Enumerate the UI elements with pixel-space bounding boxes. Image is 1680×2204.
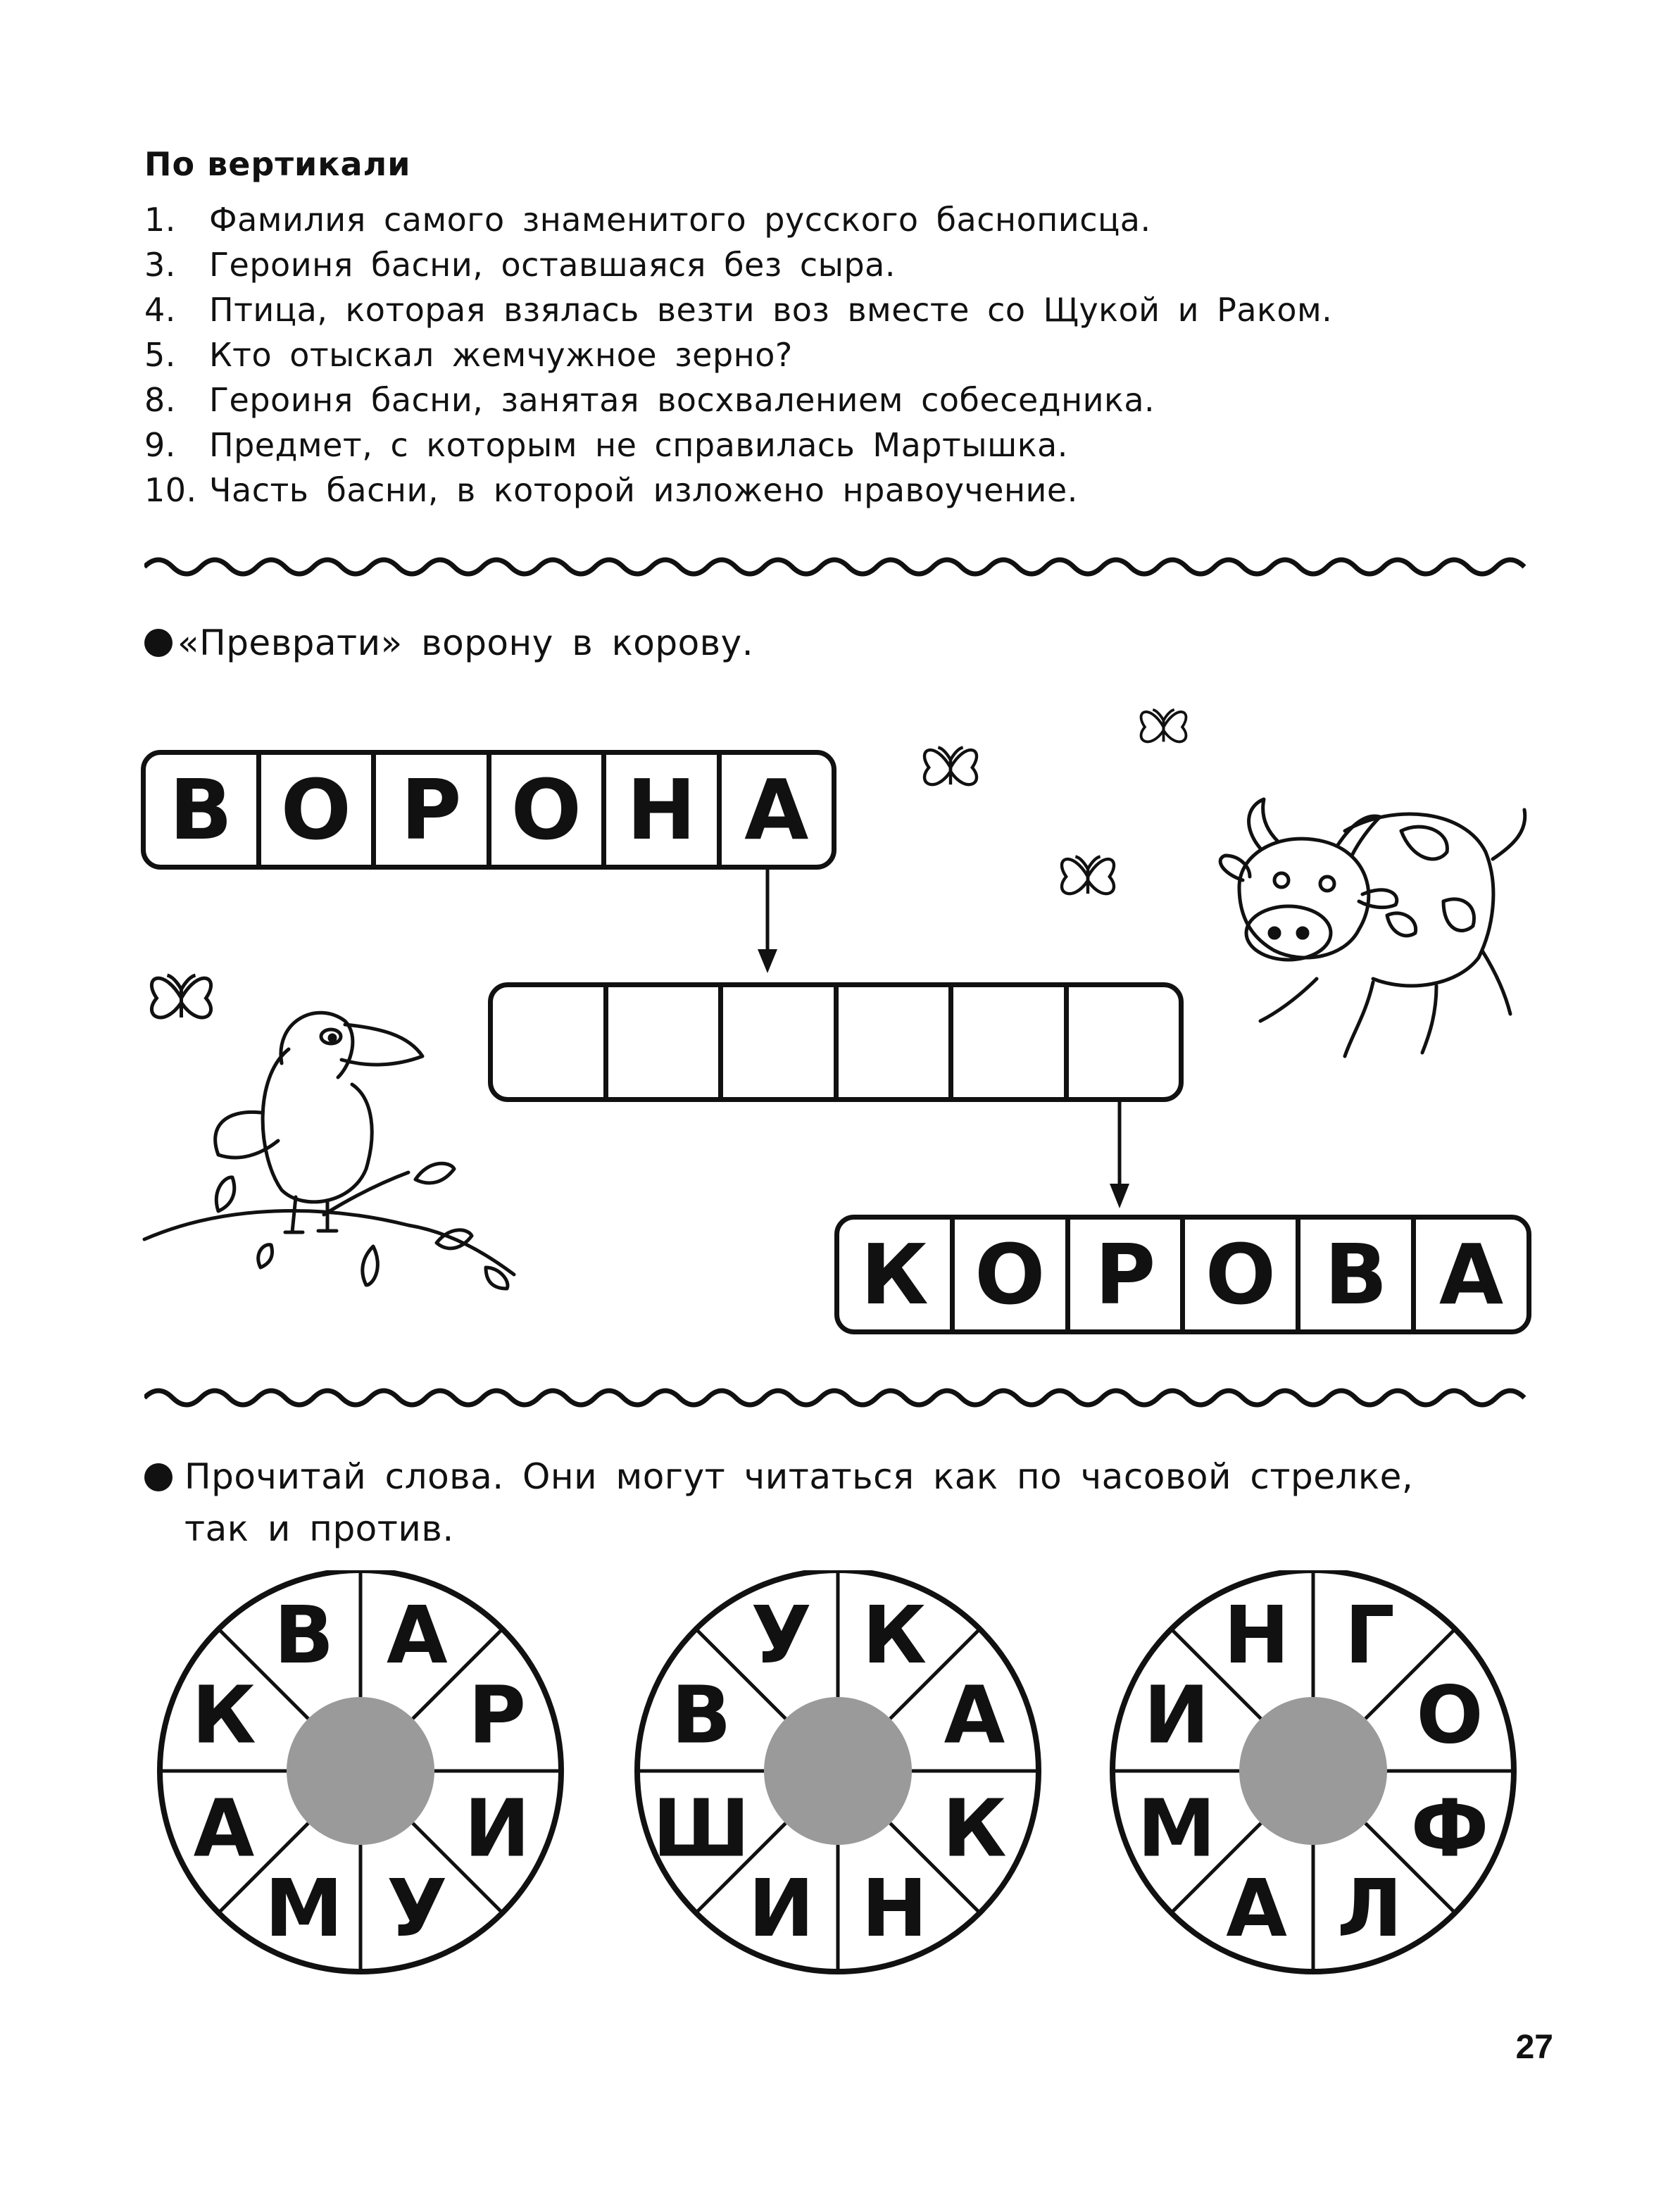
bullet-dot <box>144 629 173 657</box>
clue-number: 4. <box>144 291 176 329</box>
letter-wheel <box>1112 1570 1514 1972</box>
cow-leg <box>1422 986 1436 1053</box>
wheel-letter: В <box>273 1589 334 1682</box>
wheel-center <box>1239 1697 1387 1845</box>
letter-cell: Н <box>601 755 717 865</box>
wheel-letter: М <box>1137 1783 1216 1875</box>
clue-text: Часть басни, в которой изложено нравоучение. <box>209 471 1078 509</box>
wheel-letter: О <box>1416 1670 1484 1762</box>
task2-instruction-line2: так и против. <box>184 1508 454 1549</box>
crow-leg-right <box>318 1201 337 1231</box>
crow-head <box>281 1013 353 1077</box>
empty-letter-input[interactable] <box>603 987 719 1097</box>
wheel-letter: У <box>387 1863 448 1955</box>
cow-nostril <box>1270 928 1279 938</box>
task2-instruction-line1: Прочитай слова. Они могут читаться как по часовой стрелке, <box>184 1456 1414 1497</box>
clue-text: Кто отыскал жемчужное зерно? <box>209 336 793 374</box>
letter-cell: А <box>717 755 832 865</box>
butterfly-icon <box>1049 838 1127 915</box>
cow-head <box>1239 839 1369 958</box>
task1-instruction: «Преврати» ворону в корову. <box>177 622 754 663</box>
letter-cell: Р <box>371 755 487 865</box>
crow-pupil <box>330 1035 335 1041</box>
wavy-divider <box>144 1380 1538 1415</box>
clue-text: Птица, которая взялась везти воз вместе со Щукой и Раком. <box>209 291 1333 329</box>
middle-word-boxes <box>488 982 1184 1102</box>
butterfly-icon <box>1130 694 1197 760</box>
letter-cell: В <box>1296 1220 1411 1329</box>
wheel-letter: В <box>671 1670 732 1762</box>
cow-muzzle <box>1246 906 1331 960</box>
cow-illustration <box>1211 789 1542 1098</box>
cow-leg <box>1260 979 1317 1021</box>
branch-twig <box>324 1172 408 1215</box>
wheel-center <box>764 1697 912 1845</box>
wheel-letter: М <box>264 1863 344 1955</box>
page-number: 27 <box>1515 2029 1553 2066</box>
clue-number: 5. <box>144 336 176 374</box>
clue-number: 8. <box>144 381 176 419</box>
arrow-head <box>1110 1184 1129 1208</box>
crow-leg-left <box>285 1197 303 1232</box>
clue-item <box>144 468 1078 513</box>
clue-item <box>144 332 793 377</box>
leaf <box>258 1245 272 1267</box>
cow-spot <box>1401 827 1447 859</box>
cow-tail <box>1493 810 1525 859</box>
empty-letter-input[interactable] <box>834 987 949 1097</box>
wheel-center <box>287 1697 434 1845</box>
arrow-down-icon <box>753 866 782 979</box>
wheel-letter: Л <box>1336 1863 1403 1955</box>
wheel-letter: И <box>1143 1670 1210 1762</box>
clue-item <box>144 197 1151 242</box>
start-word-boxes <box>141 750 836 870</box>
cow-horn-left <box>1249 799 1278 849</box>
clue-text: Героиня басни, занятая восхвалением собеседника. <box>209 381 1155 419</box>
empty-letter-input[interactable] <box>948 987 1064 1097</box>
wavy-divider-line <box>144 1391 1524 1405</box>
cow-ear <box>1359 890 1397 908</box>
wheel-letter: И <box>748 1863 815 1955</box>
wheel-letter: К <box>862 1589 927 1682</box>
wheel-letter: А <box>944 1670 1005 1762</box>
wheel-letter: А <box>387 1589 448 1682</box>
empty-letter-input[interactable] <box>1064 987 1179 1097</box>
clue-text: Героиня басни, оставшаяся без сыра. <box>209 246 896 284</box>
letter-cell: В <box>169 761 233 858</box>
wheel-letter: А <box>1226 1863 1287 1955</box>
wheel-letter: Н <box>1223 1589 1290 1682</box>
leaf <box>363 1246 378 1285</box>
leaf <box>415 1163 454 1183</box>
clue-number: 10. <box>144 471 197 509</box>
letter-cell: А <box>1411 1220 1527 1329</box>
letter-cell: О <box>1180 1220 1296 1329</box>
clue-number: 3. <box>144 246 176 284</box>
letter-cell: О <box>256 755 372 865</box>
letter-cell: К <box>860 1226 929 1323</box>
letter-cell: О <box>487 755 602 865</box>
wheel-letter: Ф <box>1410 1783 1489 1875</box>
wavy-divider <box>144 549 1538 584</box>
clue-number: 9. <box>144 426 176 464</box>
letter-cell: О <box>950 1220 1065 1329</box>
letter-wheel <box>637 1570 1039 1972</box>
leaf <box>486 1267 508 1289</box>
clue-item <box>144 377 1155 422</box>
wheel-letter: И <box>464 1783 530 1875</box>
wavy-divider-line <box>144 560 1524 574</box>
arrow-head <box>758 949 777 973</box>
letter-cell: Р <box>1065 1220 1181 1329</box>
wheel-letter: Г <box>1344 1589 1396 1682</box>
cow-leg <box>1345 982 1373 1056</box>
wheel-letter: Ш <box>652 1783 751 1875</box>
crow-illustration <box>141 972 521 1338</box>
bullet-dot <box>144 1463 173 1491</box>
wheel-letter: А <box>193 1783 255 1875</box>
clue-text: Фамилия самого знаменитого русского баснописца. <box>209 201 1151 239</box>
crow-body <box>263 1049 372 1202</box>
cow-leg <box>1482 951 1510 1014</box>
wheel-letter: У <box>751 1589 812 1682</box>
cow-spot <box>1443 899 1474 931</box>
cow-spot <box>1387 913 1416 936</box>
cow-eye <box>1274 873 1289 887</box>
clue-number: 1. <box>144 201 176 239</box>
cow-nostril <box>1298 928 1308 938</box>
letter-wheel <box>160 1570 561 1972</box>
wheel-letter: К <box>192 1670 256 1762</box>
wheel-letter: Н <box>861 1863 928 1955</box>
cow-eye <box>1320 877 1334 891</box>
empty-letter-input[interactable] <box>718 987 834 1097</box>
crow-wing <box>215 1112 278 1158</box>
clue-item <box>144 287 1332 332</box>
wheel-letter: К <box>942 1783 1007 1875</box>
butterfly-icon <box>912 729 989 806</box>
leaf <box>216 1177 234 1211</box>
letter-wheels <box>0 1570 1680 1979</box>
clue-item <box>144 422 1068 468</box>
clue-item <box>144 242 896 287</box>
section-title: По вертикали <box>144 145 411 183</box>
clue-text: Предмет, с которым не справилась Мартышка. <box>209 426 1068 464</box>
end-word-boxes <box>834 1215 1531 1334</box>
wheel-letter: Р <box>468 1670 527 1762</box>
arrow-down-icon <box>1105 1098 1134 1215</box>
